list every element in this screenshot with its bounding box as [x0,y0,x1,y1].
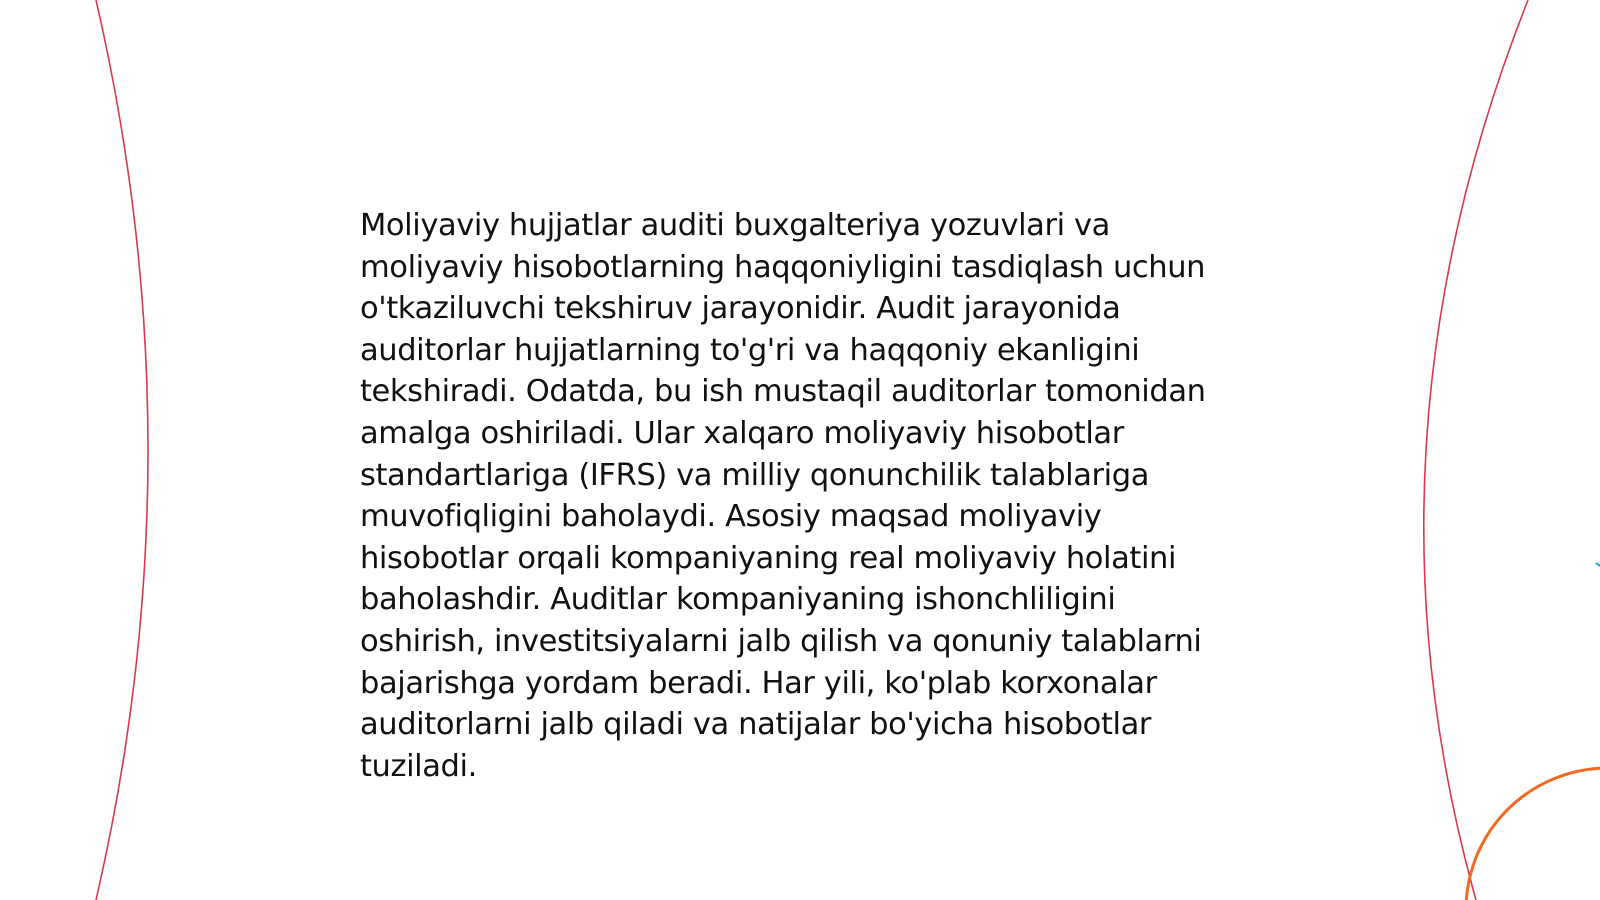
teal-tick [1596,563,1600,566]
left-arc [96,0,148,900]
right-arc [1424,0,1528,900]
body-paragraph: Moliyaviy hujjatlar auditi buxgalteriya yozuvlari va moliyaviy hisobotlarning haqqoniyligini tasdiqlash uchun o'tkaziluvchi tekshiruv jarayonidir. Audit jarayonida auditorlar hujjatlarning to'g'ri va haqqoniy ekanligini tekshiradi. Odatda, bu ish mustaqil auditorlar tomonidan amalga oshiriladi. Ular xalqaro moliyaviy hisobotlar standartlariga (IFRS) va milliy qonunchilik talablariga muvofiqligini baholaydi. Asosiy maqsad moliyaviy hisobotlar orqali kompaniyaning real moliyaviy holatini baholashdir. Auditlar kompaniyaning ishonchliligini oshirish, investitsiyalarni jalb qilish va qonuniy talablarni bajarishga yordam beradi. Har yili, ko'plab korxonalar auditorlarni jalb qiladi va natijalar bo'yicha hisobotlar tuziladi. [360,208,1206,784]
orange-circle-arc [1466,768,1600,900]
